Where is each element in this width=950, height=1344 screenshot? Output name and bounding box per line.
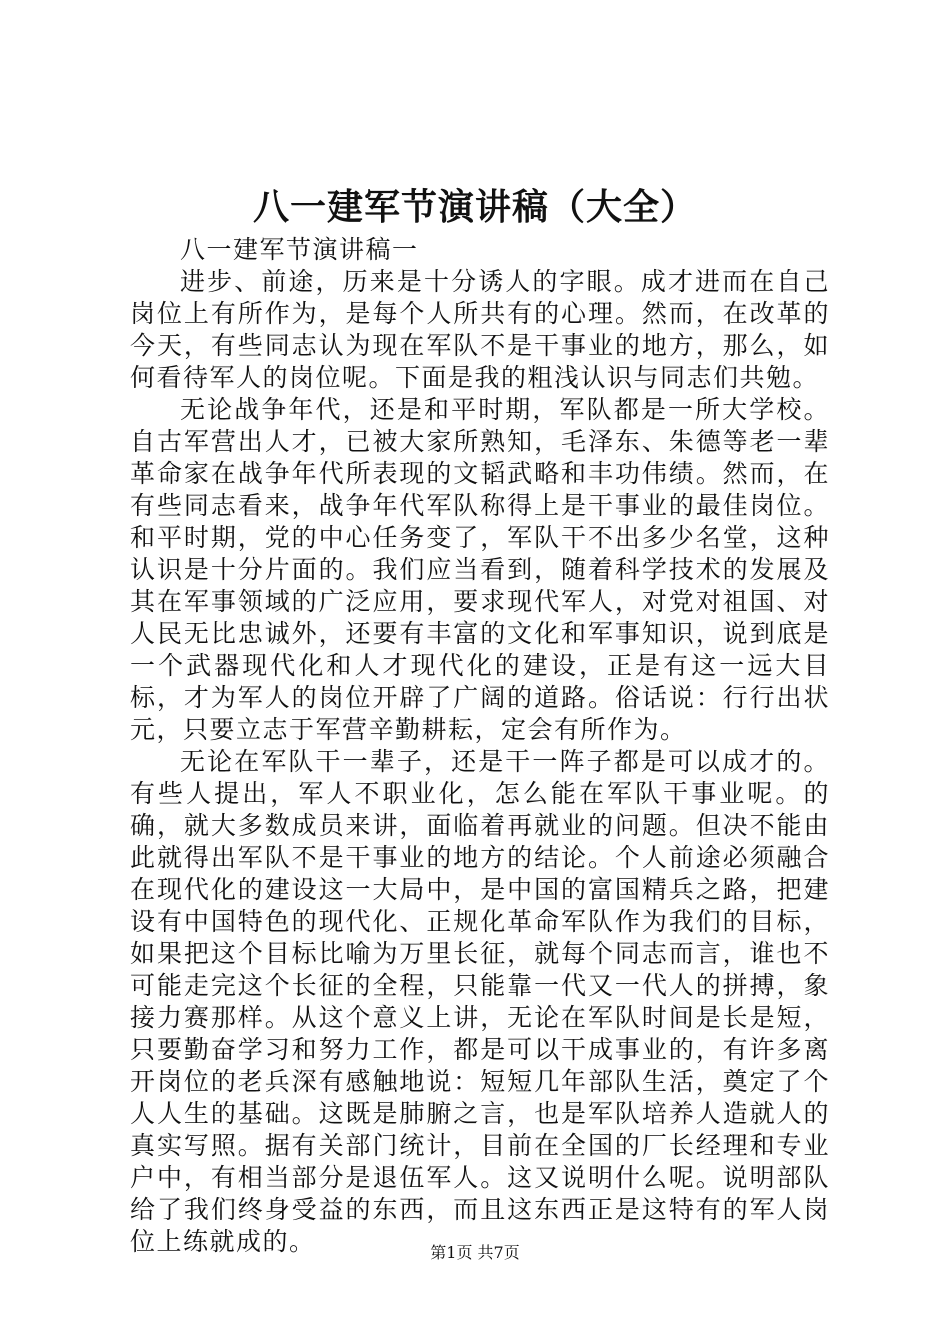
document-title: 八一建军节演讲稿（大全） — [252, 186, 697, 228]
paragraph-2: 无论战争年代，还是和平时期，军队都是一所大学校。自古军营出人才，已被大家所熟知，毛泽东、朱德等老一辈革命家在战争年代所表现的文韬武略和丰功伟绩。然而，在有些同志看来，战争年代军队称得上是干事业的最佳岗位。和平时期，党的中心任务变了，军队干不出多少名堂，这种认识是十分片面的。我们应当看到，随着科学技术的发展及其在军事领域的广泛应用，要求现代军人，对党对祖国、对人民无比忠诚外，还要有丰富的文化和军事知识，说到底是一个武器现代化和人才现代化的建设，正是有这一远大目标，才为军人的岗位开辟了广阔的道路。俗话说：行行出状元，只要立志于军营辛勤耕耘，定会有所作为。 — [130, 395, 830, 744]
page-footer: 第1页 共7页 — [430, 1243, 520, 1262]
paragraph-1: 进步、前途，历来是十分诱人的字眼。成才进而在自己岗位上有所作为，是每个人所共有的心理。然而，在改革的今天，有些同志认为现在军队不是干事业的地方，那么，如何看待军人的岗位呢。下面是我的粗浅认识与同志们共勉。 — [130, 267, 830, 392]
section-heading: 八一建军节演讲稿一 — [180, 235, 419, 264]
document-body — [130, 234, 830, 1258]
paragraph-3: 无论在军队干一辈子，还是干一阵子都是可以成才的。有些人提出，军人不职业化，怎么能在军队干事业呢。的确，就大多数成员来讲，面临着再就业的问题。但决不能由此就得出军队不是干事业的地方的结论。个人前途必须融合在现代化的建设这一大局中，是中国的富国精兵之路，把建设有中国特色的现代化、正规化革命军队作为我们的目标，如果把这个目标比喻为万里长征，就每个同志而言，谁也不可能走完这个长征的全程，只能靠一代又一代人的拼搏，象接力赛那样。从这个意义上讲，无论在军队时间是长是短，只要勤奋学习和努力工作，都是可以干成事业的，有许多离开岗位的老兵深有感触地说：短短几年部队生活，奠定了个人人生的基础。这既是肺腑之言，也是军队培养人造就人的真实写照。据有关部门统计，目前在全国的厂长经理和专业户中，有相当部分是退伍军人。这又说明什么呢。说明部队给了我们终身受益的东西，而且这东西正是这特有的军人岗位上练就成的。 — [130, 747, 830, 1256]
